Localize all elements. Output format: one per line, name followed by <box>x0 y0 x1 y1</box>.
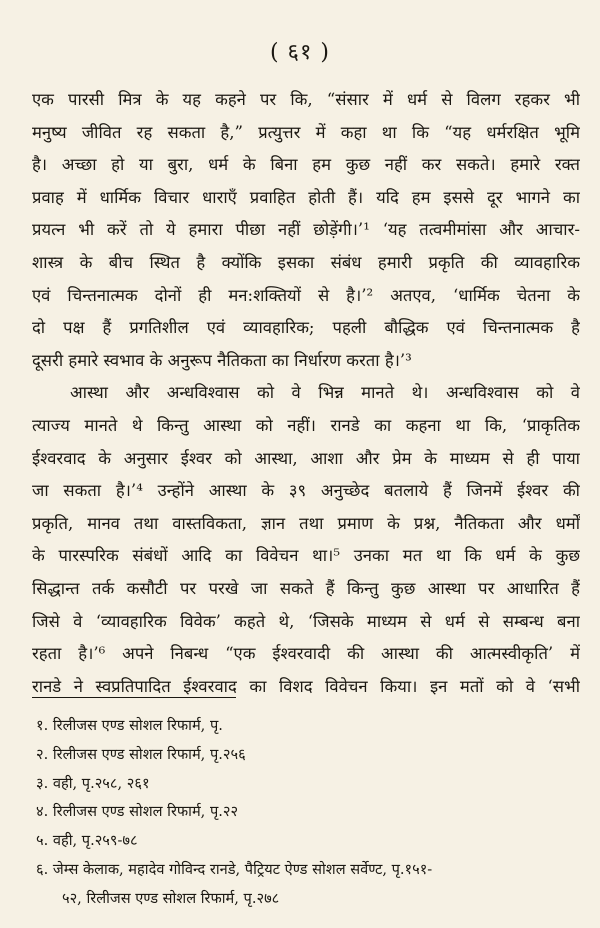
footnote: १. रिलीजस एण्ड सोशल रिफार्म, पृ. <box>36 717 223 734</box>
body-line: एवं चिन्तनात्मक दोनों ही मन:शक्तियों से है।’² अतएव, ‘धार्मिक चेतना के <box>32 285 580 305</box>
footnote: ५. वही, पृ.२५९-७८ <box>36 832 138 850</box>
footnote: ४. रिलीजस एण्ड सोशल रिफार्म, पृ.२२ <box>36 803 239 821</box>
footnote: २. रिलीजस एण्ड सोशल रिफार्म, पृ.२५६ <box>36 745 246 763</box>
body-line: शास्त्र के बीच स्थित है क्योंकि इसका संबंध हमारी प्रकृति की व्यावहारिक <box>32 252 580 272</box>
body-line: जिसे वे ‘व्यावहारिक विवेक’ कहते थे, ‘जिसके माध्यम से धर्म से सम्बन्ध बना <box>32 611 580 631</box>
body-line: प्रयत्न भी करें तो ये हमारा पीछा नहीं छोड़ेंगी।’¹ ‘यह तत्वमीमांसा और आचार- <box>32 220 580 240</box>
footnote-continuation: ५२, रिलीजस एण्ड सोशल रिफार्म, पृ.२७८ <box>62 889 280 907</box>
body-line: प्रवाह में धार्मिक विचार धाराएँ प्रवाहित होती हैं। यदि हम इससे दूर भागने का <box>32 187 580 207</box>
page-number: ( ६१ ) <box>269 40 331 65</box>
body-line: प्रकृति, मानव तथा वास्तविकता, ज्ञान तथा प्रमाण के प्रश्न, नैतिकता और धर्मों <box>32 513 580 533</box>
paragraph-start-line: आस्था और अन्धविश्वास को वे भिन्न मानते थे। अन्धविश्वास को वे <box>70 383 580 403</box>
body-line: त्याज्य मानते थे किन्तु आस्था को नहीं। रानडे का कहना था कि, ‘प्राकृतिक <box>32 415 580 435</box>
footnote-divider <box>32 697 236 698</box>
body-line: के पारस्परिक संबंधों आदि का विवेचन था।⁵ उनका मत था कि धर्म के कुछ <box>32 546 580 566</box>
body-line: रानडे ने स्वप्रतिपादित ईश्वरवाद का विशद विवेचन किया। इन मतों को वे ‘सभी <box>32 676 580 696</box>
body-line: जा सकता है।’⁴ उन्होंने आस्था के ३९ अनुच्छेद बतलाये हैं जिनमें ईश्वर की <box>32 481 580 501</box>
body-line: मनुष्य जीवित रह सकता है,” प्रत्युत्तर में कहा था कि “यह धर्मरक्षित भूमि <box>32 122 580 142</box>
body-line: ईश्वरवाद के अनुसार ईश्वर को आस्था, आशा और प्रेम के माध्यम से ही पाया <box>32 448 580 468</box>
body-line: सिद्धान्त तर्क कसौटी पर परखे जा सकते हैं किन्तु कुछ आस्था पर आधारित हैं <box>32 578 580 598</box>
body-line: है। अच्छा हो या बुरा, धर्म के बिना हम कुछ नहीं कर सकते। हमारे रक्त <box>32 155 580 175</box>
body-text <box>32 84 580 703</box>
body-line: एक पारसी मित्र के यह कहने पर कि, “संसार में धर्म से विलग रहकर भी <box>32 90 580 109</box>
body-line: दूसरी हमारे स्वभाव के अनुरूप नैतिकता का निर्धारण करता है।’³ <box>32 350 412 370</box>
footnote: ३. वही, पृ.२५८, २६१ <box>36 774 150 792</box>
body-line: दो पक्ष हैं प्रगतिशील एवं व्यावहारिक; पहली बौद्धिक एवं चिन्तनात्मक है <box>32 318 580 338</box>
body-line: रहता है।’⁶ अपने निबन्ध “एक ईश्वरवादी की आस्था की आत्मस्वीकृति’ में <box>32 644 580 664</box>
footnote: ६. जेम्स केलाक, महादेव गोविन्द रानडे, पैट्रियट ऐण्ड सोशल सर्वेण्ट, पृ.१५१- <box>36 860 433 878</box>
footnotes <box>36 712 580 914</box>
